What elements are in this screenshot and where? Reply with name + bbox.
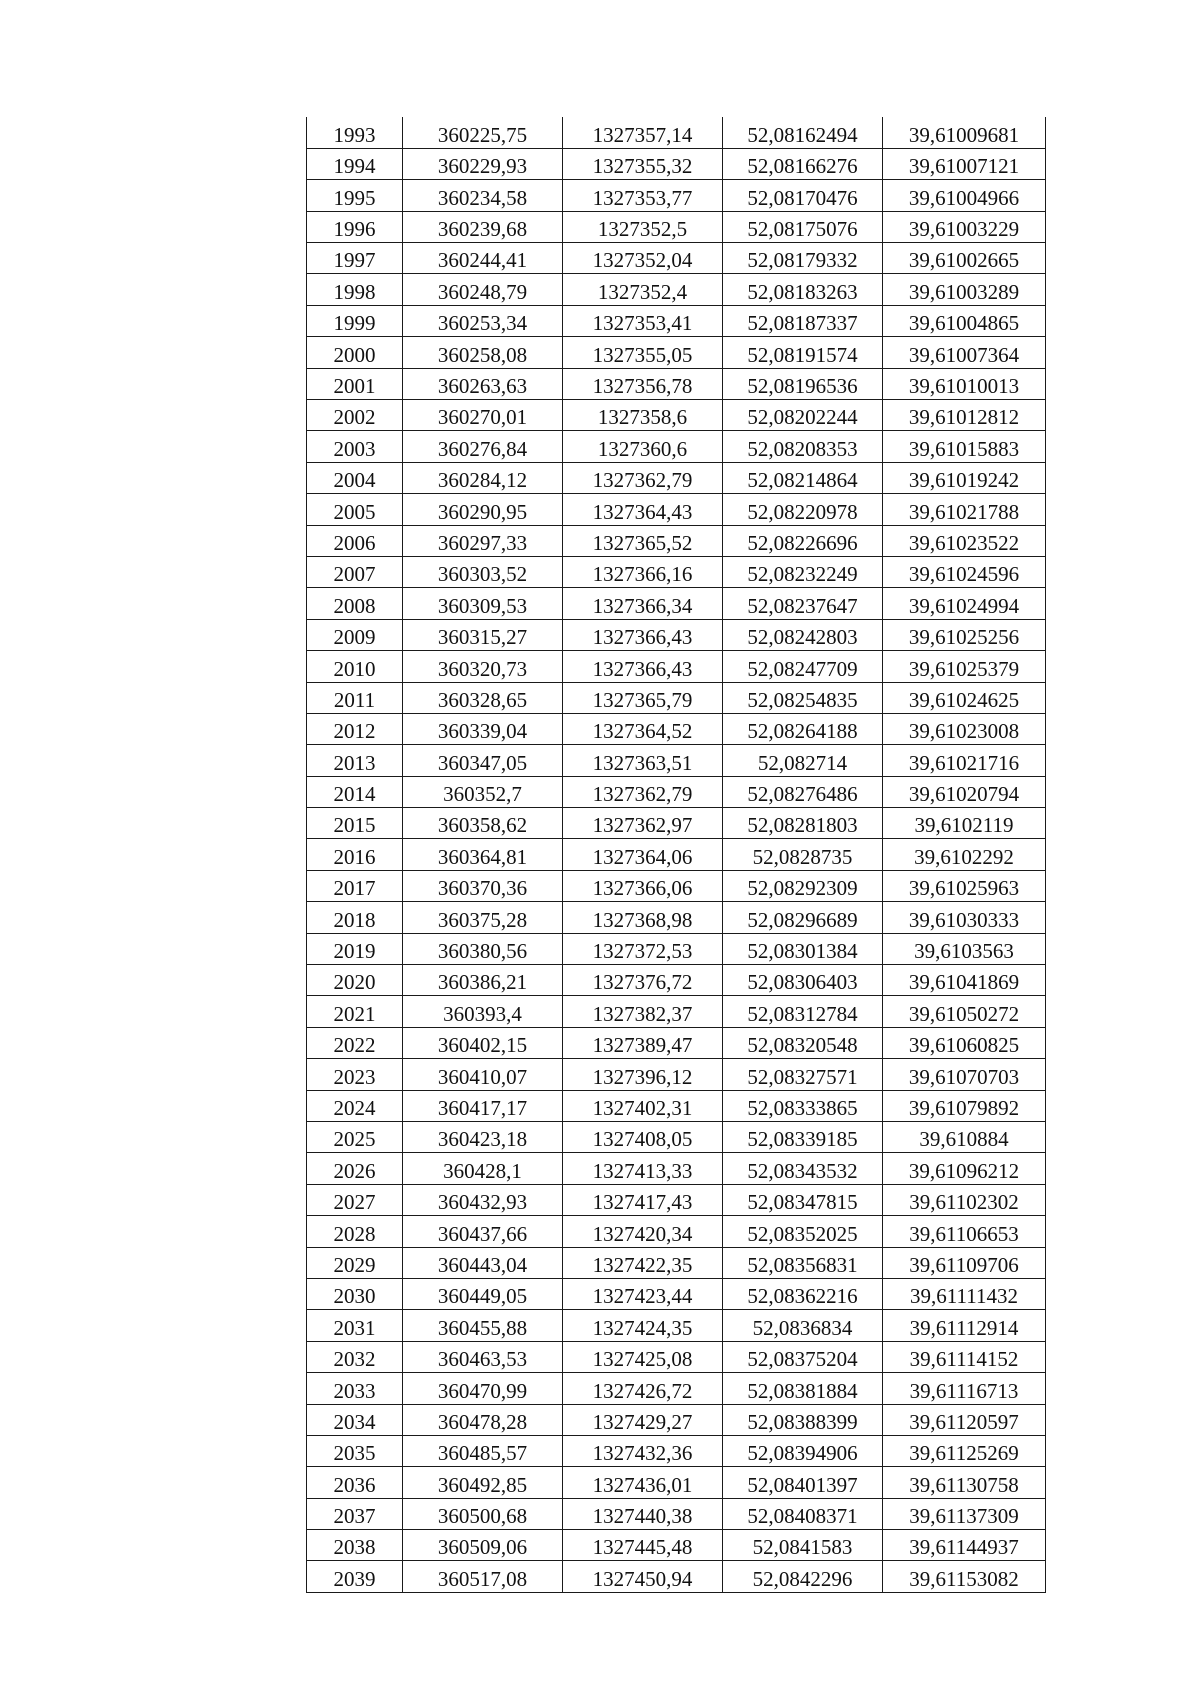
longitude-cell: 39,61004966: [883, 180, 1046, 211]
point-number-cell: 2001: [307, 368, 403, 399]
latitude-cell: 52,08296689: [723, 902, 883, 933]
latitude-cell: 52,08187337: [723, 305, 883, 336]
latitude-cell: 52,08375204: [723, 1341, 883, 1372]
latitude-cell: 52,08191574: [723, 337, 883, 368]
longitude-cell: 39,61114152: [883, 1341, 1046, 1372]
longitude-cell: 39,61020794: [883, 776, 1046, 807]
point-number-cell: 2023: [307, 1059, 403, 1090]
x-coordinate-cell: 360225,75: [403, 117, 563, 148]
latitude-cell: 52,08381884: [723, 1373, 883, 1404]
x-coordinate-cell: 360517,08: [403, 1561, 563, 1592]
y-coordinate-cell: 1327353,41: [563, 305, 723, 336]
x-coordinate-cell: 360478,28: [403, 1404, 563, 1435]
longitude-cell: 39,61109706: [883, 1247, 1046, 1278]
point-number-cell: 1998: [307, 274, 403, 305]
y-coordinate-cell: 1327402,31: [563, 1090, 723, 1121]
table-row: [307, 1153, 1046, 1184]
y-coordinate-cell: 1327362,79: [563, 462, 723, 493]
latitude-cell: 52,08166276: [723, 148, 883, 179]
latitude-cell: 52,0841583: [723, 1530, 883, 1561]
table-row: [307, 1216, 1046, 1247]
x-coordinate-cell: 360437,66: [403, 1216, 563, 1247]
table-row: [307, 431, 1046, 462]
table-row: [307, 1373, 1046, 1404]
table-row: [307, 1561, 1046, 1592]
x-coordinate-cell: 360248,79: [403, 274, 563, 305]
latitude-cell: 52,08179332: [723, 243, 883, 274]
y-coordinate-cell: 1327425,08: [563, 1341, 723, 1372]
x-coordinate-cell: 360455,88: [403, 1310, 563, 1341]
x-coordinate-cell: 360270,01: [403, 400, 563, 431]
x-coordinate-cell: 360417,17: [403, 1090, 563, 1121]
longitude-cell: 39,61024596: [883, 556, 1046, 587]
table-row: [307, 839, 1046, 870]
y-coordinate-cell: 1327396,12: [563, 1059, 723, 1090]
table-row: [307, 682, 1046, 713]
table-row: [307, 651, 1046, 682]
point-number-cell: 2016: [307, 839, 403, 870]
y-coordinate-cell: 1327376,72: [563, 965, 723, 996]
latitude-cell: 52,08214864: [723, 462, 883, 493]
x-coordinate-cell: 360290,95: [403, 494, 563, 525]
longitude-cell: 39,61130758: [883, 1467, 1046, 1498]
table-row: [307, 1404, 1046, 1435]
latitude-cell: 52,08254835: [723, 682, 883, 713]
y-coordinate-cell: 1327423,44: [563, 1278, 723, 1309]
table-row: [307, 1467, 1046, 1498]
coordinates-table: [306, 117, 1046, 1593]
longitude-cell: 39,61021716: [883, 745, 1046, 776]
table-row: [307, 808, 1046, 839]
longitude-cell: 39,61120597: [883, 1404, 1046, 1435]
point-number-cell: 1997: [307, 243, 403, 274]
latitude-cell: 52,0828735: [723, 839, 883, 870]
y-coordinate-cell: 1327408,05: [563, 1122, 723, 1153]
x-coordinate-cell: 360470,99: [403, 1373, 563, 1404]
point-number-cell: 2014: [307, 776, 403, 807]
latitude-cell: 52,08301384: [723, 933, 883, 964]
point-number-cell: 2030: [307, 1278, 403, 1309]
x-coordinate-cell: 360320,73: [403, 651, 563, 682]
latitude-cell: 52,08242803: [723, 619, 883, 650]
y-coordinate-cell: 1327368,98: [563, 902, 723, 933]
longitude-cell: 39,6103563: [883, 933, 1046, 964]
table-row: [307, 1184, 1046, 1215]
longitude-cell: 39,61024994: [883, 588, 1046, 619]
point-number-cell: 2031: [307, 1310, 403, 1341]
longitude-cell: 39,61041869: [883, 965, 1046, 996]
latitude-cell: 52,08356831: [723, 1247, 883, 1278]
x-coordinate-cell: 360386,21: [403, 965, 563, 996]
longitude-cell: 39,61030333: [883, 902, 1046, 933]
table-row: [307, 1310, 1046, 1341]
point-number-cell: 2003: [307, 431, 403, 462]
table-row: [307, 965, 1046, 996]
longitude-cell: 39,61137309: [883, 1498, 1046, 1529]
y-coordinate-cell: 1327366,16: [563, 556, 723, 587]
point-number-cell: 2026: [307, 1153, 403, 1184]
table-row: [307, 1090, 1046, 1121]
longitude-cell: 39,61007364: [883, 337, 1046, 368]
x-coordinate-cell: 360244,41: [403, 243, 563, 274]
point-number-cell: 2002: [307, 400, 403, 431]
latitude-cell: 52,08226696: [723, 525, 883, 556]
latitude-cell: 52,08175076: [723, 211, 883, 242]
y-coordinate-cell: 1327352,4: [563, 274, 723, 305]
table-row: [307, 745, 1046, 776]
y-coordinate-cell: 1327436,01: [563, 1467, 723, 1498]
latitude-cell: 52,08208353: [723, 431, 883, 462]
longitude-cell: 39,61012812: [883, 400, 1046, 431]
table-row: [307, 1278, 1046, 1309]
y-coordinate-cell: 1327364,06: [563, 839, 723, 870]
x-coordinate-cell: 360492,85: [403, 1467, 563, 1498]
table-row: [307, 337, 1046, 368]
latitude-cell: 52,08347815: [723, 1184, 883, 1215]
y-coordinate-cell: 1327366,06: [563, 870, 723, 901]
y-coordinate-cell: 1327366,34: [563, 588, 723, 619]
y-coordinate-cell: 1327364,43: [563, 494, 723, 525]
longitude-cell: 39,61025379: [883, 651, 1046, 682]
point-number-cell: 2000: [307, 337, 403, 368]
point-number-cell: 1994: [307, 148, 403, 179]
x-coordinate-cell: 360352,7: [403, 776, 563, 807]
table-row: [307, 713, 1046, 744]
longitude-cell: 39,61050272: [883, 996, 1046, 1027]
point-number-cell: 2024: [307, 1090, 403, 1121]
table-row: [307, 996, 1046, 1027]
point-number-cell: 2022: [307, 1027, 403, 1058]
table-row: [307, 1027, 1046, 1058]
coordinates-table-body: [307, 117, 1046, 1592]
table-row: [307, 211, 1046, 242]
latitude-cell: 52,08312784: [723, 996, 883, 1027]
latitude-cell: 52,08306403: [723, 965, 883, 996]
table-row: [307, 933, 1046, 964]
y-coordinate-cell: 1327445,48: [563, 1530, 723, 1561]
point-number-cell: 2037: [307, 1498, 403, 1529]
y-coordinate-cell: 1327366,43: [563, 651, 723, 682]
y-coordinate-cell: 1327365,52: [563, 525, 723, 556]
x-coordinate-cell: 360263,63: [403, 368, 563, 399]
latitude-cell: 52,08196536: [723, 368, 883, 399]
longitude-cell: 39,61153082: [883, 1561, 1046, 1592]
x-coordinate-cell: 360423,18: [403, 1122, 563, 1153]
longitude-cell: 39,61010013: [883, 368, 1046, 399]
y-coordinate-cell: 1327363,51: [563, 745, 723, 776]
latitude-cell: 52,0836834: [723, 1310, 883, 1341]
x-coordinate-cell: 360339,04: [403, 713, 563, 744]
y-coordinate-cell: 1327440,38: [563, 1498, 723, 1529]
x-coordinate-cell: 360284,12: [403, 462, 563, 493]
latitude-cell: 52,08264188: [723, 713, 883, 744]
y-coordinate-cell: 1327358,6: [563, 400, 723, 431]
y-coordinate-cell: 1327355,05: [563, 337, 723, 368]
point-number-cell: 2006: [307, 525, 403, 556]
x-coordinate-cell: 360315,27: [403, 619, 563, 650]
point-number-cell: 2008: [307, 588, 403, 619]
longitude-cell: 39,61004865: [883, 305, 1046, 336]
x-coordinate-cell: 360410,07: [403, 1059, 563, 1090]
point-number-cell: 2015: [307, 808, 403, 839]
latitude-cell: 52,082714: [723, 745, 883, 776]
y-coordinate-cell: 1327413,33: [563, 1153, 723, 1184]
point-number-cell: 2004: [307, 462, 403, 493]
longitude-cell: 39,61112914: [883, 1310, 1046, 1341]
x-coordinate-cell: 360443,04: [403, 1247, 563, 1278]
longitude-cell: 39,61111432: [883, 1278, 1046, 1309]
x-coordinate-cell: 360449,05: [403, 1278, 563, 1309]
point-number-cell: 2021: [307, 996, 403, 1027]
y-coordinate-cell: 1327417,43: [563, 1184, 723, 1215]
latitude-cell: 52,08327571: [723, 1059, 883, 1090]
x-coordinate-cell: 360432,93: [403, 1184, 563, 1215]
y-coordinate-cell: 1327432,36: [563, 1435, 723, 1466]
x-coordinate-cell: 360234,58: [403, 180, 563, 211]
x-coordinate-cell: 360258,08: [403, 337, 563, 368]
longitude-cell: 39,61025963: [883, 870, 1046, 901]
longitude-cell: 39,61021788: [883, 494, 1046, 525]
y-coordinate-cell: 1327426,72: [563, 1373, 723, 1404]
x-coordinate-cell: 360380,56: [403, 933, 563, 964]
point-number-cell: 2029: [307, 1247, 403, 1278]
table-row: [307, 1498, 1046, 1529]
latitude-cell: 52,08292309: [723, 870, 883, 901]
latitude-cell: 52,08220978: [723, 494, 883, 525]
y-coordinate-cell: 1327362,79: [563, 776, 723, 807]
point-number-cell: 2032: [307, 1341, 403, 1372]
latitude-cell: 52,08162494: [723, 117, 883, 148]
x-coordinate-cell: 360370,36: [403, 870, 563, 901]
longitude-cell: 39,61007121: [883, 148, 1046, 179]
x-coordinate-cell: 360509,06: [403, 1530, 563, 1561]
x-coordinate-cell: 360303,52: [403, 556, 563, 587]
y-coordinate-cell: 1327356,78: [563, 368, 723, 399]
x-coordinate-cell: 360364,81: [403, 839, 563, 870]
latitude-cell: 52,08320548: [723, 1027, 883, 1058]
x-coordinate-cell: 360485,57: [403, 1435, 563, 1466]
x-coordinate-cell: 360276,84: [403, 431, 563, 462]
y-coordinate-cell: 1327372,53: [563, 933, 723, 964]
latitude-cell: 52,08247709: [723, 651, 883, 682]
longitude-cell: 39,61003229: [883, 211, 1046, 242]
point-number-cell: 2038: [307, 1530, 403, 1561]
table-row: [307, 180, 1046, 211]
longitude-cell: 39,61002665: [883, 243, 1046, 274]
longitude-cell: 39,61106653: [883, 1216, 1046, 1247]
x-coordinate-cell: 360463,53: [403, 1341, 563, 1372]
latitude-cell: 52,08343532: [723, 1153, 883, 1184]
longitude-cell: 39,61079892: [883, 1090, 1046, 1121]
longitude-cell: 39,61023522: [883, 525, 1046, 556]
point-number-cell: 2013: [307, 745, 403, 776]
latitude-cell: 52,08281803: [723, 808, 883, 839]
point-number-cell: 2035: [307, 1435, 403, 1466]
table-row: [307, 1247, 1046, 1278]
y-coordinate-cell: 1327360,6: [563, 431, 723, 462]
longitude-cell: 39,610884: [883, 1122, 1046, 1153]
table-row: [307, 556, 1046, 587]
y-coordinate-cell: 1327420,34: [563, 1216, 723, 1247]
x-coordinate-cell: 360393,4: [403, 996, 563, 1027]
y-coordinate-cell: 1327365,79: [563, 682, 723, 713]
latitude-cell: 52,08401397: [723, 1467, 883, 1498]
point-number-cell: 2007: [307, 556, 403, 587]
y-coordinate-cell: 1327362,97: [563, 808, 723, 839]
point-number-cell: 2012: [307, 713, 403, 744]
point-number-cell: 1996: [307, 211, 403, 242]
y-coordinate-cell: 1327382,37: [563, 996, 723, 1027]
longitude-cell: 39,61019242: [883, 462, 1046, 493]
latitude-cell: 52,08352025: [723, 1216, 883, 1247]
longitude-cell: 39,61009681: [883, 117, 1046, 148]
y-coordinate-cell: 1327450,94: [563, 1561, 723, 1592]
x-coordinate-cell: 360347,05: [403, 745, 563, 776]
longitude-cell: 39,6102292: [883, 839, 1046, 870]
x-coordinate-cell: 360428,1: [403, 1153, 563, 1184]
y-coordinate-cell: 1327352,5: [563, 211, 723, 242]
table-row: [307, 1435, 1046, 1466]
x-coordinate-cell: 360239,68: [403, 211, 563, 242]
point-number-cell: 2039: [307, 1561, 403, 1592]
longitude-cell: 39,61023008: [883, 713, 1046, 744]
y-coordinate-cell: 1327366,43: [563, 619, 723, 650]
x-coordinate-cell: 360402,15: [403, 1027, 563, 1058]
point-number-cell: 1995: [307, 180, 403, 211]
point-number-cell: 2034: [307, 1404, 403, 1435]
point-number-cell: 2018: [307, 902, 403, 933]
x-coordinate-cell: 360253,34: [403, 305, 563, 336]
table-row: [307, 619, 1046, 650]
latitude-cell: 52,08388399: [723, 1404, 883, 1435]
table-row: [307, 588, 1046, 619]
point-number-cell: 2033: [307, 1373, 403, 1404]
point-number-cell: 2025: [307, 1122, 403, 1153]
x-coordinate-cell: 360328,65: [403, 682, 563, 713]
longitude-cell: 39,61102302: [883, 1184, 1046, 1215]
y-coordinate-cell: 1327352,04: [563, 243, 723, 274]
point-number-cell: 2019: [307, 933, 403, 964]
x-coordinate-cell: 360358,62: [403, 808, 563, 839]
x-coordinate-cell: 360309,53: [403, 588, 563, 619]
y-coordinate-cell: 1327357,14: [563, 117, 723, 148]
y-coordinate-cell: 1327429,27: [563, 1404, 723, 1435]
point-number-cell: 1993: [307, 117, 403, 148]
point-number-cell: 2027: [307, 1184, 403, 1215]
table-row: [307, 1059, 1046, 1090]
table-row: [307, 305, 1046, 336]
latitude-cell: 52,08183263: [723, 274, 883, 305]
longitude-cell: 39,61025256: [883, 619, 1046, 650]
table-row: [307, 243, 1046, 274]
table-row: [307, 148, 1046, 179]
longitude-cell: 39,61144937: [883, 1530, 1046, 1561]
table-row: [307, 117, 1046, 148]
point-number-cell: 2017: [307, 870, 403, 901]
x-coordinate-cell: 360297,33: [403, 525, 563, 556]
point-number-cell: 2009: [307, 619, 403, 650]
x-coordinate-cell: 360375,28: [403, 902, 563, 933]
point-number-cell: 2010: [307, 651, 403, 682]
point-number-cell: 2020: [307, 965, 403, 996]
table-row: [307, 1122, 1046, 1153]
table-row: [307, 400, 1046, 431]
y-coordinate-cell: 1327364,52: [563, 713, 723, 744]
latitude-cell: 52,08170476: [723, 180, 883, 211]
point-number-cell: 2005: [307, 494, 403, 525]
latitude-cell: 52,08408371: [723, 1498, 883, 1529]
latitude-cell: 52,08333865: [723, 1090, 883, 1121]
latitude-cell: 52,08362216: [723, 1278, 883, 1309]
y-coordinate-cell: 1327389,47: [563, 1027, 723, 1058]
table-row: [307, 776, 1046, 807]
x-coordinate-cell: 360500,68: [403, 1498, 563, 1529]
table-row: [307, 462, 1046, 493]
y-coordinate-cell: 1327353,77: [563, 180, 723, 211]
latitude-cell: 52,08202244: [723, 400, 883, 431]
latitude-cell: 52,08232249: [723, 556, 883, 587]
point-number-cell: 2028: [307, 1216, 403, 1247]
point-number-cell: 1999: [307, 305, 403, 336]
longitude-cell: 39,61116713: [883, 1373, 1046, 1404]
table-row: [307, 494, 1046, 525]
latitude-cell: 52,08339185: [723, 1122, 883, 1153]
y-coordinate-cell: 1327422,35: [563, 1247, 723, 1278]
point-number-cell: 2036: [307, 1467, 403, 1498]
longitude-cell: 39,6102119: [883, 808, 1046, 839]
longitude-cell: 39,61060825: [883, 1027, 1046, 1058]
longitude-cell: 39,61125269: [883, 1435, 1046, 1466]
table-row: [307, 870, 1046, 901]
latitude-cell: 52,08394906: [723, 1435, 883, 1466]
table-row: [307, 1530, 1046, 1561]
table-row: [307, 1341, 1046, 1372]
latitude-cell: 52,0842296: [723, 1561, 883, 1592]
longitude-cell: 39,61024625: [883, 682, 1046, 713]
table-row: [307, 902, 1046, 933]
point-number-cell: 2011: [307, 682, 403, 713]
y-coordinate-cell: 1327355,32: [563, 148, 723, 179]
y-coordinate-cell: 1327424,35: [563, 1310, 723, 1341]
longitude-cell: 39,61096212: [883, 1153, 1046, 1184]
table-row: [307, 525, 1046, 556]
x-coordinate-cell: 360229,93: [403, 148, 563, 179]
table-row: [307, 368, 1046, 399]
longitude-cell: 39,61003289: [883, 274, 1046, 305]
longitude-cell: 39,61015883: [883, 431, 1046, 462]
longitude-cell: 39,61070703: [883, 1059, 1046, 1090]
latitude-cell: 52,08237647: [723, 588, 883, 619]
table-row: [307, 274, 1046, 305]
latitude-cell: 52,08276486: [723, 776, 883, 807]
